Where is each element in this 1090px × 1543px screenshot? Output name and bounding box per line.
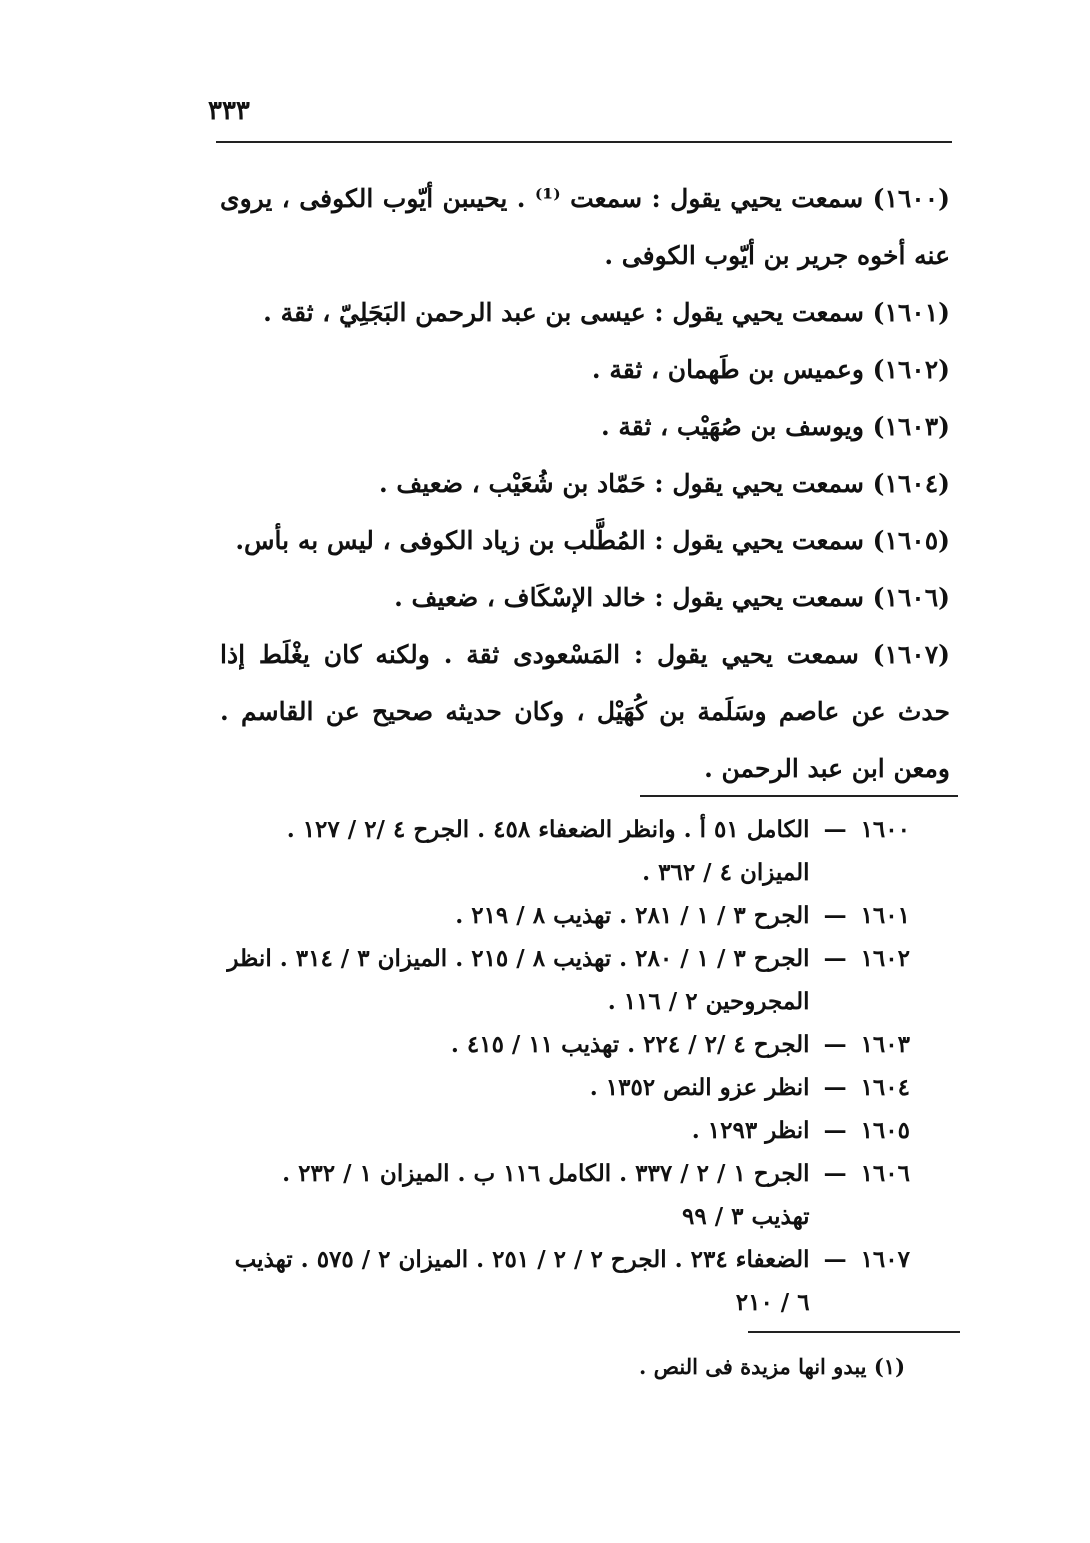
- page-number: ٣٣٣: [208, 96, 250, 126]
- note-number: ١٦٠٢: [860, 945, 910, 972]
- entry-1603: (١٦٠٣) ويوسف بن صُهَيْب ، ثقة .: [601, 412, 950, 441]
- entry-1605: (١٦٠٥) سمعت يحيي يقول : المُطَّلب بن زياد الكوفى ، ليس به بأس.: [235, 526, 950, 555]
- note-text: انظر ١٢٩٣ .: [691, 1117, 810, 1144]
- note-number: ١٦٠٣: [860, 1031, 910, 1058]
- note-text: الجرح ٣ / ١ / ٢٨١ . تهذيب ٨ / ٢١٩ .: [455, 902, 810, 929]
- note-1601: [225, 894, 910, 937]
- note-dash: —: [823, 1160, 847, 1187]
- note-dash: —: [823, 1117, 847, 1144]
- entry-1604: (١٦٠٤) سمعت يحيي يقول : حَمّاد بن شُعَيْب ، ضعيف .: [378, 469, 950, 498]
- header-divider: [216, 141, 952, 143]
- note-text: الكامل ٥١ أ . وانظر الضعفاء ٤٥٨ . الجرح ٤ /٢ / ١٢٧ . الميزان ٤ / ٣٦٢ .: [286, 816, 810, 886]
- notes-divider: [640, 795, 958, 797]
- note-dash: —: [823, 816, 847, 843]
- note-1603: [225, 1023, 910, 1066]
- footnote-divider: [748, 1331, 960, 1333]
- note-1605: [225, 1109, 910, 1152]
- note-number: ١٦٠١: [860, 902, 910, 929]
- source-notes: [225, 808, 910, 1324]
- note-text: الجرح ٣ / ١ / ٢٨٠ . تهذيب ٨ / ٢١٥ . الميزان ٣ / ٣١٤ . انظر المجروحين ٢ / ١١٦ .: [227, 945, 810, 1015]
- entry-1601: (١٦٠١) سمعت يحيي يقول : عيسى بن عبد الرحمن البَجَلِيّ ، ثقة .: [263, 298, 950, 327]
- note-dash: —: [823, 1031, 847, 1058]
- note-1604: [225, 1066, 910, 1109]
- note-text: انظر عزو النص ١٣٥٢ .: [589, 1074, 810, 1101]
- note-1602: [225, 937, 910, 1023]
- entry-1606: (١٦٠٦) سمعت يحيي يقول : خالد الإسْكَاف ، ضعيف .: [394, 583, 950, 612]
- footnote: (١) يبدو انها مزيدة فى النص .: [639, 1354, 905, 1379]
- note-text: الضعفاء ٢٣٤ . الجرح ٢ / ٢ / ٢٥١ . الميزان ٢ / ٥٧٥ . تهذيب ٦ / ٢١٠: [234, 1246, 810, 1316]
- note-1607: [225, 1238, 910, 1324]
- note-dash: —: [823, 945, 847, 972]
- entry-1607: (١٦٠٧) سمعت يحيي يقول : المَسْعودى ثقة . ولكنه كان يغْلَط إذا حدث عن عاصم وسَلَمة بن كُهَيْل ، وكان حديثه صحيح عن القاسم . ومعن ابن عبد الرحمن .: [220, 640, 950, 783]
- note-text: الجرح ١ / ٢ / ٣٣٧ . الكامل ١١٦ ب . الميزان ١ / ٢٣٢ . تهذيب ٣ / ٩٩: [282, 1160, 810, 1230]
- note-dash: —: [823, 1246, 847, 1273]
- note-1606: [225, 1152, 910, 1238]
- note-number: ١٦٠٤: [860, 1074, 910, 1101]
- note-number: ١٦٠٥: [860, 1117, 910, 1144]
- entry-1602: (١٦٠٢) وعميس بن طَهمان ، ثقة .: [591, 355, 950, 384]
- main-text: [220, 170, 950, 797]
- note-1600: [225, 808, 910, 894]
- note-number: ١٦٠٠: [860, 816, 910, 843]
- note-dash: —: [823, 1074, 847, 1101]
- note-dash: —: [823, 902, 847, 929]
- entry-1600: (١٦٠٠) سمعت يحيي يقول : سمعت ⁽¹⁾ . يحيىبن أيّوب الكوفى ، يروى عنه أخوه جرير بن أيّوب الكوفى .: [220, 184, 950, 270]
- note-text: الجرح ٤ /٢ / ٢٢٤ . تهذيب ١١ / ٤١٥ .: [450, 1031, 810, 1058]
- note-number: ١٦٠٧: [860, 1246, 910, 1273]
- note-number: ١٦٠٦: [860, 1160, 910, 1187]
